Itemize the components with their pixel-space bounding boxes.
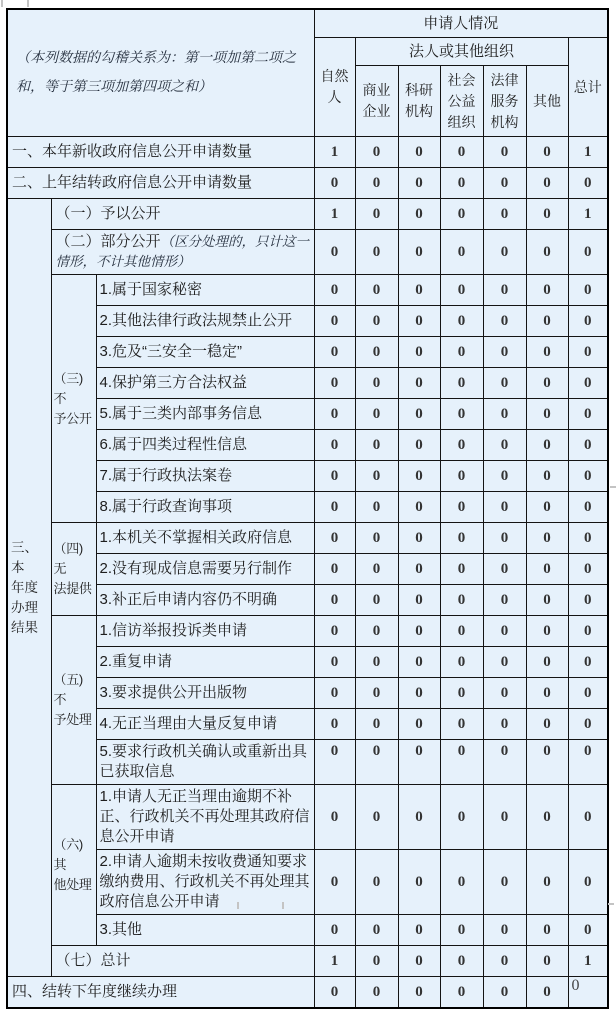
value-cell: 0 bbox=[526, 523, 568, 554]
item-label: 6.属于四类过程性信息 bbox=[96, 430, 314, 461]
value-cell: 0 bbox=[568, 492, 608, 523]
editor-artifact bbox=[237, 902, 239, 909]
value-cell: 0 bbox=[355, 523, 398, 554]
value-cell: 0 bbox=[483, 306, 526, 337]
item-label: 1.信访举报投诉类申请 bbox=[96, 616, 314, 647]
value-cell: 0 bbox=[314, 554, 355, 585]
value-cell: 0 bbox=[355, 678, 398, 709]
value-cell: 0 bbox=[355, 137, 398, 168]
value-cell: 0 bbox=[398, 647, 440, 678]
value-cell: 0 bbox=[398, 492, 440, 523]
value-cell: 0 bbox=[355, 275, 398, 306]
value-cell: 1 bbox=[314, 199, 355, 230]
item-label: 1.属于国家秘密 bbox=[96, 275, 314, 306]
value-cell: 0 bbox=[440, 168, 483, 199]
value-cell: 0 bbox=[568, 977, 608, 1009]
value-cell: 0 bbox=[568, 337, 608, 368]
value-cell: 0 bbox=[526, 977, 568, 1009]
value-cell: 0 bbox=[483, 554, 526, 585]
value-cell: 0 bbox=[568, 740, 608, 785]
value-cell: 0 bbox=[526, 915, 568, 946]
value-cell: 1 bbox=[568, 137, 608, 168]
value-cell: 0 bbox=[526, 230, 568, 275]
value-cell: 0 bbox=[314, 275, 355, 306]
value-cell: 0 bbox=[355, 230, 398, 275]
item-label: 5.属于三类内部事务信息 bbox=[96, 399, 314, 430]
value-cell: 0 bbox=[568, 430, 608, 461]
value-cell: 0 bbox=[568, 647, 608, 678]
value-cell: 0 bbox=[568, 368, 608, 399]
value-cell: 0 bbox=[526, 337, 568, 368]
item-label: 4.保护第三方合法权益 bbox=[96, 368, 314, 399]
value-cell: 0 bbox=[483, 523, 526, 554]
value-cell: 0 bbox=[483, 647, 526, 678]
col-header-business-enterprise: 商业企业 bbox=[355, 66, 398, 137]
value-cell: 0 bbox=[483, 368, 526, 399]
value-cell: 0 bbox=[483, 230, 526, 275]
value-cell: 0 bbox=[440, 137, 483, 168]
editor-artifact bbox=[610, 486, 616, 488]
item-label: 2.没有现成信息需要另行制作 bbox=[96, 554, 314, 585]
value-cell: 0 bbox=[440, 461, 483, 492]
value-cell: 0 bbox=[398, 337, 440, 368]
value-cell: 0 bbox=[398, 430, 440, 461]
value-cell: 0 bbox=[314, 850, 355, 915]
value-cell: 0 bbox=[398, 785, 440, 850]
value-cell: 0 bbox=[355, 647, 398, 678]
value-cell: 0 bbox=[568, 275, 608, 306]
item-label: 7.属于行政执法案卷 bbox=[96, 461, 314, 492]
value-cell: 0 bbox=[355, 740, 398, 785]
value-cell: 0 bbox=[398, 585, 440, 616]
subtotal-label-text: （七）总计 bbox=[55, 952, 131, 969]
category-label: （四)无 法提供 bbox=[51, 523, 96, 616]
value-cell: 0 bbox=[483, 337, 526, 368]
value-cell: 0 bbox=[314, 915, 355, 946]
value-cell: 0 bbox=[355, 399, 398, 430]
col-header-legal-service-org: 法律服务机构 bbox=[483, 66, 526, 137]
value-cell: 0 bbox=[398, 850, 440, 915]
value-cell: 0 bbox=[526, 709, 568, 740]
value-cell: 0 bbox=[314, 647, 355, 678]
col-header-total: 总计 bbox=[568, 38, 608, 137]
col-header-natural-person: 自然人 bbox=[314, 38, 355, 137]
value-cell: 0 bbox=[568, 709, 608, 740]
value-cell: 0 bbox=[314, 492, 355, 523]
editor-artifact bbox=[282, 902, 284, 909]
value-cell: 0 bbox=[355, 168, 398, 199]
value-cell: 0 bbox=[526, 616, 568, 647]
value-cell: 0 bbox=[526, 946, 568, 977]
subtotal-label-note: （区分处理的，只计这一情形，不计其他情形） bbox=[55, 234, 310, 270]
value-cell: 0 bbox=[355, 554, 398, 585]
value-cell: 0 bbox=[483, 850, 526, 915]
value-cell: 0 bbox=[440, 709, 483, 740]
value-cell: 0 bbox=[526, 168, 568, 199]
value-cell: 0 bbox=[398, 616, 440, 647]
value-cell: 0 bbox=[440, 585, 483, 616]
item-label: 3.危及“三安全一稳定” bbox=[96, 337, 314, 368]
value-cell: 0 bbox=[355, 709, 398, 740]
item-label: 3.补正后申请内容仍不明确 bbox=[96, 585, 314, 616]
value-cell: 0 bbox=[314, 523, 355, 554]
value-cell: 0 bbox=[314, 461, 355, 492]
value-cell: 0 bbox=[526, 585, 568, 616]
value-cell: 0 bbox=[355, 368, 398, 399]
value-cell: 0 bbox=[440, 199, 483, 230]
value-cell: 0 bbox=[568, 554, 608, 585]
value-cell: 0 bbox=[398, 523, 440, 554]
value-cell: 0 bbox=[440, 554, 483, 585]
value-cell: 0 bbox=[483, 199, 526, 230]
value-cell: 0 bbox=[483, 275, 526, 306]
value-cell: 0 bbox=[526, 554, 568, 585]
value-cell: 1 bbox=[568, 946, 608, 977]
value-cell: 0 bbox=[398, 399, 440, 430]
value-cell: 0 bbox=[440, 523, 483, 554]
value-cell: 1 bbox=[314, 946, 355, 977]
reconciliation-note: （本列数据的勾稽关系为：第一项加第二项之和，等于第三项加第四项之和） bbox=[7, 9, 314, 137]
value-cell: 0 bbox=[526, 647, 568, 678]
value-cell: 0 bbox=[440, 368, 483, 399]
value-cell: 0 bbox=[526, 275, 568, 306]
value-cell: 0 bbox=[568, 585, 608, 616]
value-cell: 0 bbox=[355, 430, 398, 461]
value-cell: 0 bbox=[314, 616, 355, 647]
value-cell: 0 bbox=[526, 785, 568, 850]
value-cell: 0 bbox=[440, 740, 483, 785]
col-header-research-institution: 科研机构 bbox=[398, 66, 440, 137]
value-cell: 0 bbox=[568, 461, 608, 492]
value-cell: 0 bbox=[483, 399, 526, 430]
value-cell: 0 bbox=[355, 492, 398, 523]
value-cell: 0 bbox=[568, 168, 608, 199]
value-cell: 0 bbox=[398, 199, 440, 230]
value-cell: 0 bbox=[355, 785, 398, 850]
item-label: 3.要求提供公开出版物 bbox=[96, 678, 314, 709]
value-cell: 0 bbox=[440, 337, 483, 368]
value-cell: 0 bbox=[483, 492, 526, 523]
value-cell: 0 bbox=[398, 915, 440, 946]
value-cell: 0 bbox=[568, 678, 608, 709]
value-cell: 0 bbox=[398, 368, 440, 399]
value-cell: 0 bbox=[526, 368, 568, 399]
value-cell: 0 bbox=[314, 368, 355, 399]
value-cell: 0 bbox=[483, 709, 526, 740]
value-cell: 0 bbox=[398, 946, 440, 977]
value-cell: 0 bbox=[355, 461, 398, 492]
value-cell: 0 bbox=[355, 977, 398, 1009]
value-cell: 0 bbox=[526, 678, 568, 709]
value-cell: 0 bbox=[440, 492, 483, 523]
value-cell: 0 bbox=[568, 230, 608, 275]
value-cell: 0 bbox=[355, 915, 398, 946]
value-cell: 0 bbox=[440, 977, 483, 1009]
value-cell: 0 bbox=[314, 785, 355, 850]
value-cell: 0 bbox=[526, 850, 568, 915]
item-label: 4.无正当理由大量反复申请 bbox=[96, 709, 314, 740]
item-label: 1.申请人无正当理由逾期不补正、行政机关不再处理其政府信息公开申请 bbox=[96, 785, 314, 850]
value-cell: 0 bbox=[314, 168, 355, 199]
value-cell: 1 bbox=[314, 137, 355, 168]
editor-artifact bbox=[27, 0, 29, 7]
table-header bbox=[7, 9, 608, 137]
value-cell: 0 bbox=[314, 678, 355, 709]
value-cell: 0 bbox=[440, 946, 483, 977]
subtotal-label bbox=[51, 946, 314, 977]
value-cell: 0 bbox=[526, 430, 568, 461]
value-cell: 0 bbox=[483, 168, 526, 199]
value-cell: 0 bbox=[314, 740, 355, 785]
value-cell: 0 bbox=[440, 399, 483, 430]
value-cell: 0 bbox=[440, 785, 483, 850]
value-cell: 0 bbox=[526, 461, 568, 492]
item-label: 3.其他 bbox=[96, 915, 314, 946]
value-cell: 0 bbox=[568, 616, 608, 647]
value-cell: 0 bbox=[440, 915, 483, 946]
value-cell: 0 bbox=[398, 306, 440, 337]
value-cell: 0 bbox=[483, 785, 526, 850]
subtotal-label-text: （一）予以公开 bbox=[55, 205, 161, 222]
value-cell: 0 bbox=[483, 137, 526, 168]
value-cell: 0 bbox=[355, 585, 398, 616]
value-cell: 0 bbox=[355, 199, 398, 230]
value-cell: 0 bbox=[314, 977, 355, 1009]
value-cell: 0 bbox=[398, 168, 440, 199]
value-cell: 0 bbox=[483, 977, 526, 1009]
section-label: 三、本 年度 办理 结果 bbox=[7, 199, 51, 977]
header-legal-or-other-org: 法人或其他组织 bbox=[355, 38, 568, 66]
value-cell: 0 bbox=[483, 740, 526, 785]
value-cell: 0 bbox=[314, 306, 355, 337]
value-cell: 0 bbox=[355, 337, 398, 368]
value-cell: 0 bbox=[398, 137, 440, 168]
category-label: （六)其 他处理 bbox=[51, 785, 96, 946]
value-cell: 0 bbox=[568, 850, 608, 915]
value-cell: 0 bbox=[314, 230, 355, 275]
value-cell: 0 bbox=[355, 306, 398, 337]
value-cell: 0 bbox=[483, 461, 526, 492]
value-cell: 0 bbox=[314, 709, 355, 740]
disclosure-table bbox=[6, 8, 609, 1009]
col-header-other: 其他 bbox=[526, 66, 568, 137]
value-cell: 0 bbox=[568, 399, 608, 430]
subtotal-label bbox=[51, 199, 314, 230]
item-label: 8.属于行政查询事项 bbox=[96, 492, 314, 523]
value-cell: 0 bbox=[314, 430, 355, 461]
item-label: 2.申请人逾期未按收费通知要求缴纳费用、行政机关不再处理其政府信息公开申请 bbox=[96, 850, 314, 915]
item-label: 5.要求行政机关确认或重新出具已获取信息 bbox=[96, 740, 314, 785]
value-cell: 0 bbox=[398, 275, 440, 306]
value-cell: 0 bbox=[568, 915, 608, 946]
row-label: 二、上年结转政府信息公开申请数量 bbox=[7, 168, 314, 199]
value-cell: 0 bbox=[355, 850, 398, 915]
value-cell: 0 bbox=[440, 616, 483, 647]
value-cell: 0 bbox=[568, 785, 608, 850]
row-label: 四、结转下年度继续办理 bbox=[7, 977, 314, 1009]
value-cell: 0 bbox=[526, 399, 568, 430]
value-cell: 0 bbox=[398, 740, 440, 785]
value-cell: 0 bbox=[440, 430, 483, 461]
value-cell: 0 bbox=[483, 946, 526, 977]
value-cell: 0 bbox=[483, 915, 526, 946]
value-cell: 0 bbox=[526, 492, 568, 523]
value-cell: 0 bbox=[526, 740, 568, 785]
editor-artifact bbox=[1, 0, 3, 7]
value-cell: 0 bbox=[398, 678, 440, 709]
value-cell: 0 bbox=[355, 616, 398, 647]
item-label: 1.本机关不掌握相关政府信息 bbox=[96, 523, 314, 554]
row-label: 一、本年新收政府信息公开申请数量 bbox=[7, 137, 314, 168]
value-cell: 0 bbox=[440, 275, 483, 306]
value-cell: 0 bbox=[398, 709, 440, 740]
header-applicant-situation: 申请人情况 bbox=[314, 9, 608, 38]
value-cell: 0 bbox=[314, 337, 355, 368]
value-cell: 0 bbox=[483, 585, 526, 616]
value-cell: 0 bbox=[440, 230, 483, 275]
value-cell: 0 bbox=[568, 523, 608, 554]
value-cell: 0 bbox=[483, 430, 526, 461]
editor-artifact bbox=[608, 903, 614, 905]
item-label: 2.重复申请 bbox=[96, 647, 314, 678]
value-cell: 0 bbox=[355, 946, 398, 977]
category-label: （五)不 予处理 bbox=[51, 616, 96, 785]
value-cell: 0 bbox=[398, 977, 440, 1009]
value-cell: 0 bbox=[314, 399, 355, 430]
value-cell: 0 bbox=[314, 585, 355, 616]
value-cell: 0 bbox=[483, 678, 526, 709]
value-cell: 0 bbox=[440, 647, 483, 678]
subtotal-label-text: （二）部分公开 bbox=[55, 233, 161, 250]
value-cell: 0 bbox=[526, 306, 568, 337]
value-cell: 1 bbox=[568, 199, 608, 230]
value-cell: 0 bbox=[398, 554, 440, 585]
value-cell: 0 bbox=[398, 230, 440, 275]
value-cell: 0 bbox=[483, 616, 526, 647]
value-cell: 0 bbox=[526, 199, 568, 230]
item-label: 2.其他法律行政法规禁止公开 bbox=[96, 306, 314, 337]
col-header-public-welfare-org: 社会公益组织 bbox=[440, 66, 483, 137]
value-cell: 0 bbox=[526, 137, 568, 168]
value-cell: 0 bbox=[440, 306, 483, 337]
table-body bbox=[7, 137, 608, 1009]
value-cell: 0 bbox=[440, 850, 483, 915]
subtotal-label bbox=[51, 230, 314, 275]
value-cell: 0 bbox=[398, 461, 440, 492]
value-cell: 0 bbox=[440, 678, 483, 709]
value-cell: 0 bbox=[568, 306, 608, 337]
category-label: （三)不 予公开 bbox=[51, 275, 96, 523]
